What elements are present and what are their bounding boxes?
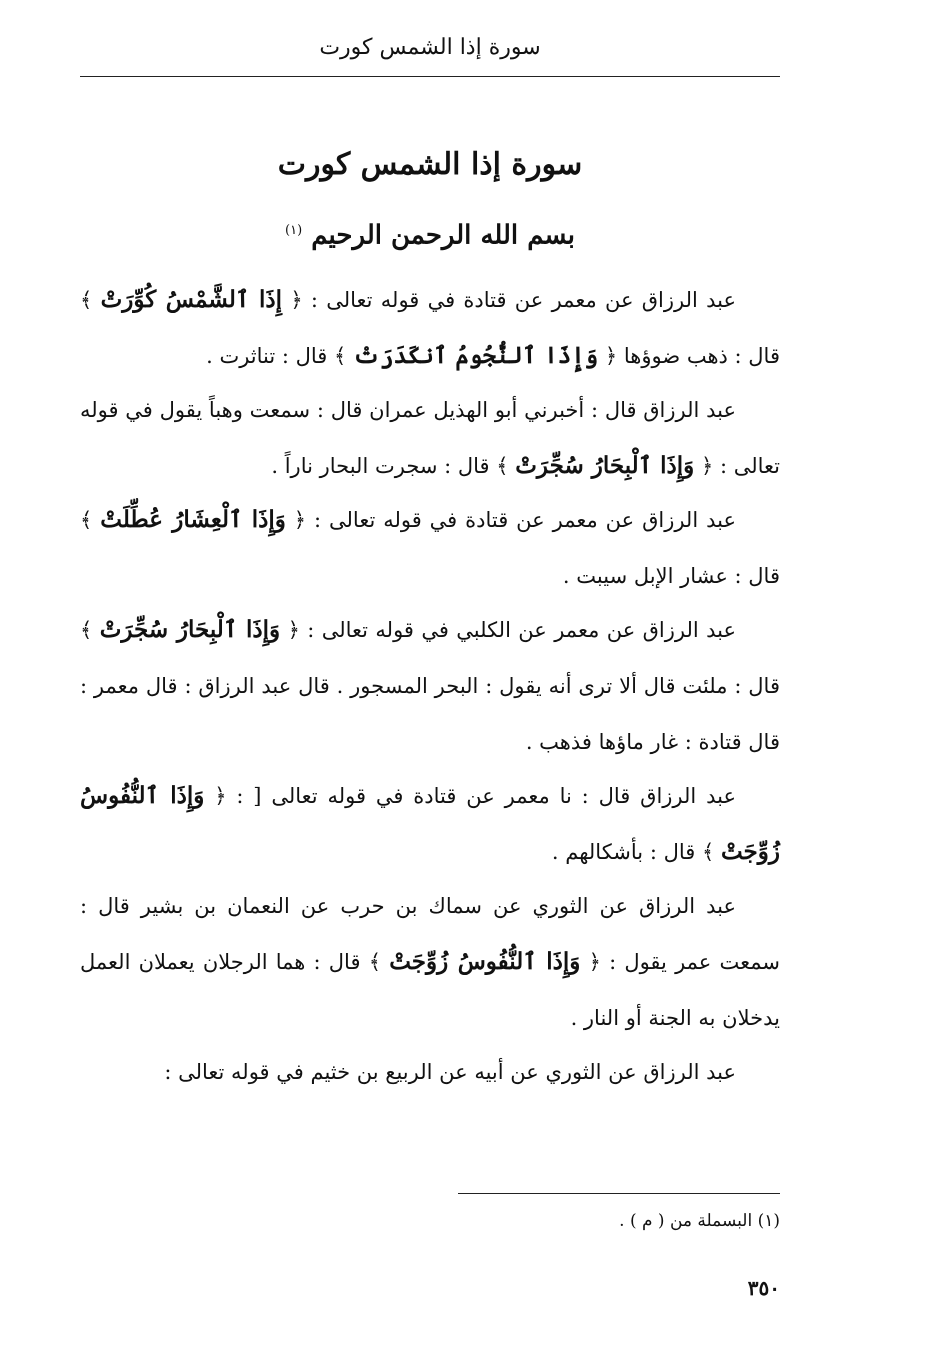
quran-verse: وَإِذَا ٱلنُّفُوسُ زُوِّجَتْ (389, 948, 581, 975)
quran-verse: وَإِذَا ٱلْبِحَارُ سُجِّرَتْ (99, 616, 281, 643)
basmala-text: بسم الله الرحمن الرحيم (311, 220, 575, 251)
paragraph-text: قال : ذهب ضوؤها (623, 344, 780, 368)
ayah-bracket-open: ﴿ (588, 950, 601, 974)
paragraph-text: قال : هما الرجلان يعملان العمل يدخلان به الجنة أو النار . (80, 950, 780, 1030)
paragraph-text: قال : سجرت البحار ناراً . (271, 454, 490, 478)
paragraph-text: قال : ملئت قال ألا ترى أنه يقول : البحر المسجور . قال عبد الرزاق : قال معمر : قال قتادة : غار ماؤها فذهب . (80, 674, 780, 754)
paragraph-text: عبد الرزاق قال : نا معمر عن قتادة في قوله تعالى [ : (236, 784, 736, 808)
paragraph-5 (80, 768, 780, 880)
paragraph-text: عبد الرزاق عن الثوري عن أبيه عن الربيع بن خثيم في قوله تعالى : (164, 1060, 736, 1084)
paragraph-text: عبد الرزاق عن معمر عن قتادة في قوله تعالى : (314, 508, 736, 532)
paragraph-1 (80, 272, 780, 384)
header-rule (80, 76, 780, 77)
ayah-bracket-open: ﴿ (700, 454, 714, 478)
quran-verse: إِذَا ٱلشَّمْسُ كُوِّرَتْ (100, 286, 283, 313)
paragraph-text: عبد الرزاق عن معمر عن الكلبي في قوله تعالى : (307, 618, 736, 642)
ayah-bracket-open: ﴿ (287, 618, 300, 642)
surah-title: سورة إذا الشمس كورت (277, 147, 583, 182)
paragraph-6 (80, 878, 780, 1046)
footnote-rule (458, 1193, 780, 1194)
ayah-bracket-close: ﴾ (334, 344, 347, 368)
quran-verse: وَإِذَا ٱلنُّجُومُ ٱنكَدَرَتْ (353, 342, 599, 369)
quran-verse: وَإِذَا ٱلْعِشَارُ عُطِّلَتْ (100, 506, 286, 533)
paragraph-7 (80, 1044, 780, 1100)
body-text (80, 272, 780, 1098)
ayah-bracket-open: ﴿ (293, 508, 307, 532)
paragraph-text: قال : تناثرت . (206, 344, 328, 368)
paragraph-text: عبد الرزاق عن الثوري عن سماك بن حرب عن النعمان بن بشير قال : سمعت عمر يقول : (80, 894, 780, 974)
ayah-bracket-close: ﴾ (80, 288, 93, 312)
paragraph-4 (80, 602, 780, 770)
ayah-bracket-open: ﴿ (214, 784, 227, 808)
ayah-bracket-open: ﴿ (290, 288, 303, 312)
ayah-bracket-close: ﴾ (80, 508, 93, 532)
paragraph-text: قال : عشار الإبل سيبت . (562, 564, 780, 588)
ayah-bracket-open: ﴿ (604, 344, 618, 368)
paragraph-3 (80, 492, 780, 604)
quran-verse: وَإِذَا ٱلنُّفُوسُ زُوِّجَتْ (80, 782, 780, 865)
page (80, 0, 780, 1355)
ayah-bracket-close: ﴾ (80, 618, 93, 642)
quran-verse: وَإِذَا ٱلْبِحَارُ سُجِّرَتْ (515, 452, 695, 479)
footnote-ref: (١) (285, 223, 303, 238)
paragraph-text: عبد الرزاق عن معمر عن قتادة في قوله تعالى : (310, 288, 737, 312)
ayah-bracket-close: ﴾ (368, 950, 381, 974)
ayah-bracket-close: ﴾ (701, 840, 715, 864)
paragraph-text: عبد الرزاق قال : أخبرني أبو الهذيل عمران قال : سمعت وهباً يقول في قوله تعالى : (80, 398, 780, 478)
running-header: سورة إذا الشمس كورت (319, 35, 541, 60)
paragraph-text: قال : بأشكالهم . (551, 840, 696, 864)
footnote: (١) البسملة من ( م ) . (619, 1211, 780, 1231)
basmala (80, 206, 780, 261)
ayah-bracket-close: ﴾ (496, 454, 509, 478)
page-number: ٣٥٠ (747, 1276, 780, 1300)
paragraph-2 (80, 382, 780, 494)
